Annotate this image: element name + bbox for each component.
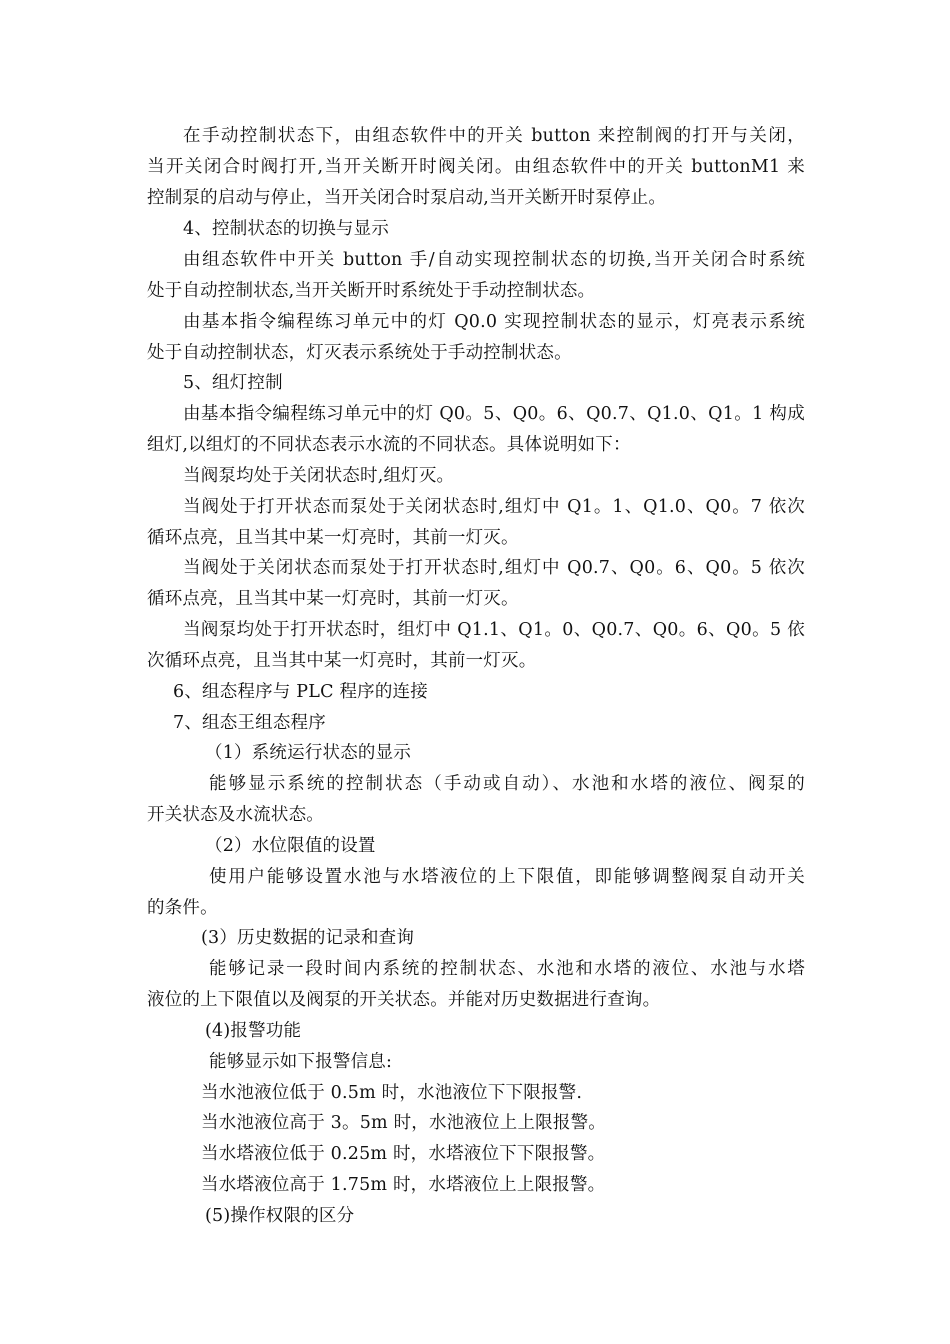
paragraph-line: 由组态软件中开关 button 手/自动实现控制状态的切换,当开关闭合时系统 <box>183 250 805 270</box>
paragraph-line: 控制泵的启动与停止，当开关闭合时泵启动,当开关断开时泵停止。 <box>147 188 667 208</box>
paragraph-line: 处于自动控制状态,当开关断开时系统处于手动控制状态。 <box>147 281 596 301</box>
subsection-heading: (4)报警功能 <box>205 1021 302 1041</box>
section-heading: 4、控制状态的切换与显示 <box>183 219 390 239</box>
paragraph-line: 能够显示如下报警信息: <box>209 1052 393 1072</box>
paragraph-line: 使用户能够设置水池与水塔液位的上下限值，即能够调整阀泵自动开关 <box>209 867 805 887</box>
paragraph-line: 由基本指令编程练习单元中的灯 Q0。5、Q0。6、Q0.7、Q1.0、Q1。1 构成 <box>183 404 805 424</box>
subsection-heading: （1）系统运行状态的显示 <box>205 743 412 763</box>
paragraph-line: 循环点亮，且当其中某一灯亮时，其前一灯灭。 <box>147 589 519 609</box>
subsection-heading: （2）水位限值的设置 <box>205 836 376 856</box>
paragraph-line: 在手动控制状态下，由组态软件中的开关 button 来控制阀的打开与关闭， <box>183 126 805 146</box>
paragraph-line: 循环点亮，且当其中某一灯亮时，其前一灯灭。 <box>147 528 519 548</box>
paragraph-line: 次循环点亮，且当其中某一灯亮时，其前一灯灭。 <box>147 651 537 671</box>
paragraph-line: 当开关闭合时阀打开,当开关断开时阀关闭。由组态软件中的开关 buttonM1 来 <box>147 157 805 177</box>
paragraph-line: 的条件。 <box>147 898 218 918</box>
paragraph-line: 处于自动控制状态，灯灭表示系统处于手动控制状态。 <box>147 343 572 363</box>
subsection-heading: (5)操作权限的区分 <box>205 1206 355 1226</box>
alarm-item: 当水池液位低于 0.5m 时，水池液位下下限报警. <box>201 1083 583 1103</box>
paragraph-line: 当阀处于打开状态而泵处于关闭状态时,组灯中 Q1。1、Q1.0、Q0。7 依次 <box>183 497 805 517</box>
section-heading: 7、组态王组态程序 <box>173 713 326 733</box>
paragraph-line: 由基本指令编程练习单元中的灯 Q0.0 实现控制状态的显示，灯亮表示系统 <box>183 312 805 332</box>
section-heading: 5、组灯控制 <box>183 373 283 393</box>
paragraph-line: 当阀泵均处于打开状态时，组灯中 Q1.1、Q1。0、Q0.7、Q0。6、Q0。5 依 <box>183 620 805 640</box>
paragraph-line: 当阀处于关闭状态而泵处于打开状态时,组灯中 Q0.7、Q0。6、Q0。5 依次 <box>183 558 805 578</box>
paragraph-line: 开关状态及水流状态。 <box>147 805 324 825</box>
subsection-heading: (3）历史数据的记录和查询 <box>201 928 415 948</box>
paragraph-line: 当阀泵均处于关闭状态时,组灯灭。 <box>183 466 455 486</box>
paragraph-line: 能够记录一段时间内系统的控制状态、水池和水塔的液位、水池与水塔 <box>209 959 805 979</box>
alarm-item: 当水塔液位高于 1.75m 时，水塔液位上上限报警。 <box>201 1175 606 1195</box>
section-heading: 6、组态程序与 PLC 程序的连接 <box>173 682 428 702</box>
paragraph-line: 能够显示系统的控制状态（手动或自动）、水池和水塔的液位、阀泵的 <box>209 774 805 794</box>
alarm-item: 当水塔液位低于 0.25m 时，水塔液位下下限报警。 <box>201 1144 606 1164</box>
paragraph-line: 液位的上下限值以及阀泵的开关状态。并能对历史数据进行查询。 <box>147 990 661 1010</box>
alarm-item: 当水池液位高于 3。5m 时，水池液位上上限报警。 <box>201 1113 606 1133</box>
paragraph-line: 组灯,以组灯的不同状态表示水流的不同状态。具体说明如下： <box>147 435 631 455</box>
